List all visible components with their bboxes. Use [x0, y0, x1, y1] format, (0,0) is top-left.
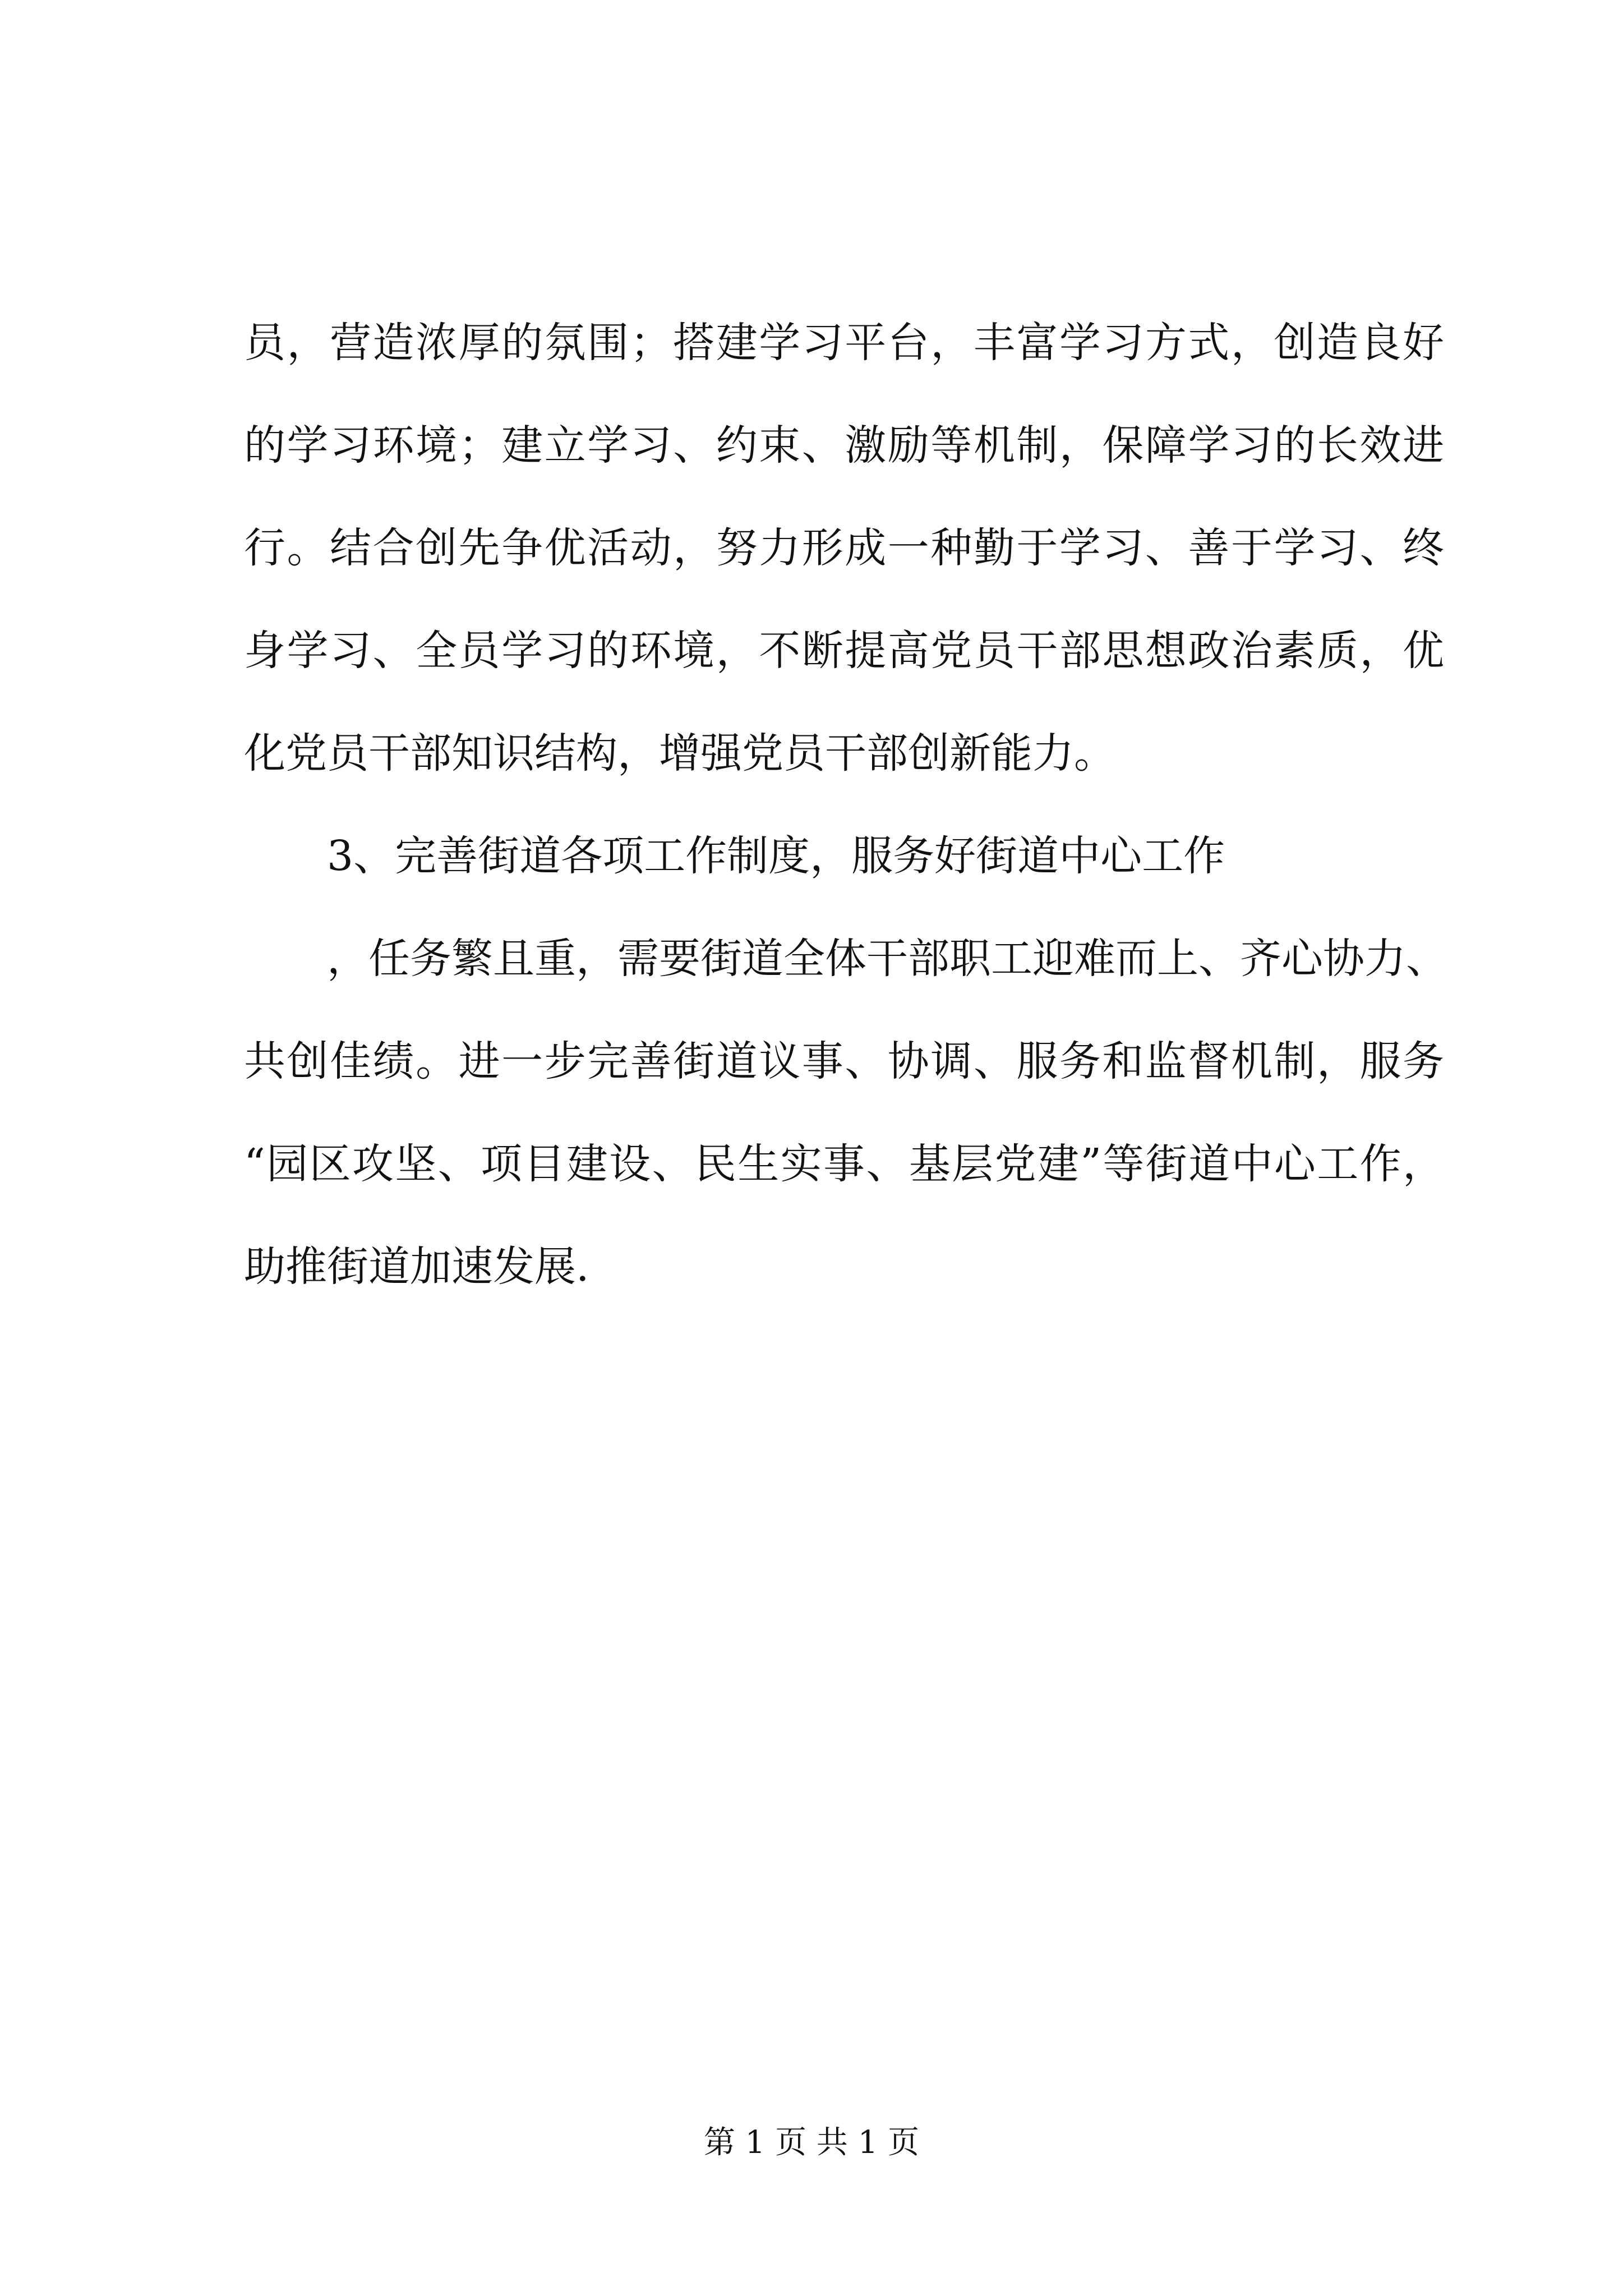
page-footer: 第 1 页 共 1 页 — [703, 2124, 920, 2161]
paragraph-line: 行。结合创先争优活动，努力形成一种勤于学习、善于学习、终 — [244, 524, 1444, 572]
paragraph-line: 身学习、全员学习的环境，不断提高党员干部思想政治素质，优 — [244, 627, 1444, 675]
section-heading: 3、完善街道各项工作制度，服务好街道中心工作 — [327, 832, 1225, 880]
paragraph-line: ，任务繁且重，需要街道全体干部职工迎难而上、齐心协力、 — [327, 935, 1447, 983]
paragraph-line: 共创佳绩。进一步完善街道议事、协调、服务和监督机制，服务 — [244, 1037, 1444, 1085]
document-body — [244, 292, 1447, 1318]
paragraph-line: 助推街道加速发展. — [244, 1243, 589, 1291]
paragraph-line: 化党员干部知识结构，增强党员干部创新能力。 — [244, 729, 1115, 777]
paragraph-line: “园区攻坚、项目建设、民生实事、基层党建”等街道中心工作， — [244, 1140, 1444, 1188]
paragraph-line: 的学习环境；建立学习、约束、激励等机制，保障学习的长效进 — [244, 421, 1444, 470]
paragraph-line: 员，营造浓厚的氛围；搭建学习平台，丰富学习方式，创造良好 — [244, 319, 1444, 367]
